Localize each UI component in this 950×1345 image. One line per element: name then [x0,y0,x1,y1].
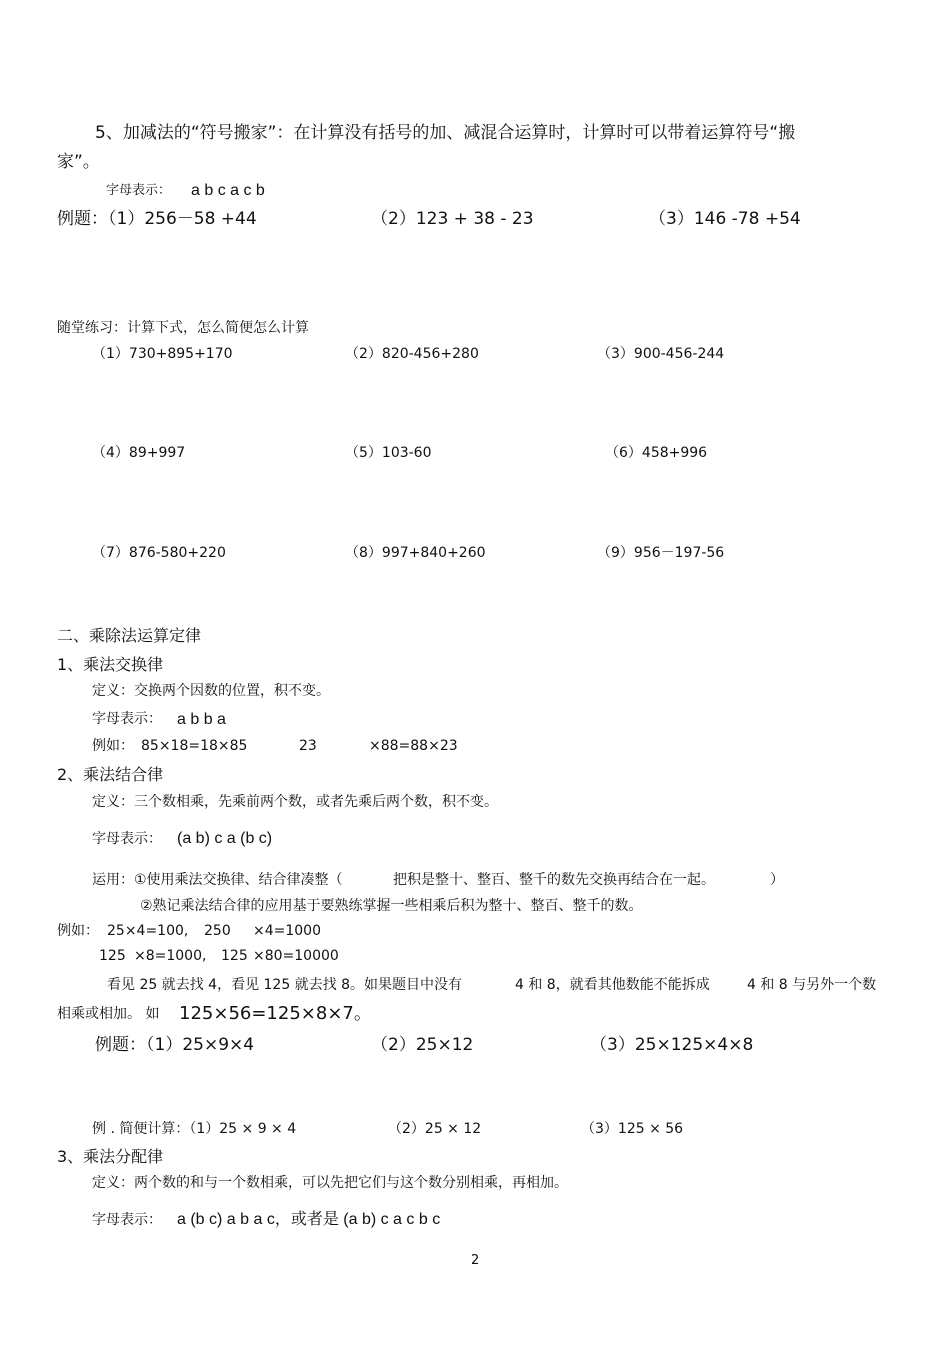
rule5-line1: 5、加减法的“符号搬家”：在计算没有括号的加、减混合运算时，计算时可以带着运算符号“搬 [95,123,796,143]
associative-heading: 2、乘法结合律 [57,765,164,784]
distributive-letter-label: 字母表示： [92,1212,162,1228]
associative-tip-1c: 4 和 8 与另外一个数 [747,977,877,993]
distributive-definition: 定义：两个数的和与一个数相乘，可以先把它们与这个数分别相乘，再相加。 [92,1175,568,1191]
associative-letter-formula: (a b) c a (b c) [177,830,273,847]
commutative-letter-formula: a b b a [177,711,226,728]
practice-item: （1）730+895+170 [92,346,233,362]
commutative-example-label: 例如： [92,738,134,754]
associative-fact: ×8=1000, [134,948,207,964]
practice-item: （4）89+997 [92,445,186,461]
practice-title: 随堂练习：计算下式，怎么简便怎么计算 [57,320,309,336]
associative-usage-1a: 运用：①使用乘法交换律、结合律凑整（ [92,872,343,888]
associative-usage-2: ②熟记乘法结合律的应用基于要熟练掌握一些相乘后积为整十、整百、整千的数。 [140,898,643,914]
page-number: 2 [471,1253,480,1268]
rule5-letter-label: 字母表示： [106,183,172,198]
associative-simple-3: （3）125 × 56 [581,1121,684,1137]
rule5-example-2: （2）123 + 38 - 23 [371,209,534,229]
commutative-example-a: 85×18=18×85 [141,738,248,754]
associative-fact: 250 [204,923,231,939]
rule5-example-3: （3）146 -78 +54 [649,209,801,229]
associative-facts-label: 例如： [57,923,99,939]
distributive-letter-formula: a (b c) a b a c，或者是 (a b) c a c b c [177,1211,441,1228]
commutative-example-c: ×88=88×23 [369,738,458,754]
associative-fact: 25×4=100, [107,923,189,939]
practice-item: （6）458+996 [605,445,708,461]
associative-simple-2: （2）25 × 12 [388,1121,482,1137]
associative-fact: 125 [221,948,248,964]
associative-example-1: 例题：（1）25×9×4 [95,1035,255,1055]
rule5-letter-formula: a b c a c b [191,182,265,199]
practice-item: （3）900-456-244 [597,346,725,362]
associative-tip-2b: 125×56=125×8×7。 [179,1003,372,1024]
associative-tip-1b: 4 和 8，就看其他数能不能拆成 [515,977,710,993]
associative-letter-label: 字母表示： [92,831,162,847]
rule5-example-1: 例题：（1）256－58 +44 [57,209,257,229]
associative-fact: ×80=10000 [253,948,339,964]
commutative-letter-label: 字母表示： [92,711,162,727]
associative-simple-1: 例 . 简便计算：（1）25 × 9 × 4 [92,1121,297,1137]
commutative-example-b: 23 [299,738,317,754]
associative-tip-2a: 相乘或相加。 如 [57,1006,160,1022]
practice-item: （2）820-456+280 [345,346,479,362]
distributive-heading: 3、乘法分配律 [57,1147,164,1166]
associative-usage-1b: 把积是整十、整百、整千的数先交换再结合在一起。 [393,872,715,888]
commutative-definition: 定义：交换两个因数的位置，积不变。 [92,683,330,699]
practice-item: （5）103-60 [345,445,432,461]
practice-item: （7）876-580+220 [92,545,226,561]
practice-item: （8）997+840+260 [345,545,486,561]
rule5-line2: 家”。 [57,152,100,172]
associative-fact: 125 [99,948,126,964]
commutative-heading: 1、乘法交换律 [57,655,164,674]
associative-usage-1c: ） [770,872,784,888]
associative-example-3: （3）25×125×4×8 [590,1035,754,1055]
associative-example-2: （2）25×12 [371,1035,474,1055]
associative-definition: 定义：三个数相乘，先乘前两个数，或者先乘后两个数，积不变。 [92,794,498,810]
associative-tip-1a: 看见 25 就去找 4，看见 125 就去找 8。如果题目中没有 [107,977,463,993]
associative-fact: ×4=1000 [253,923,321,939]
practice-item: （9）956－197-56 [597,545,725,561]
section2-title: 二、乘除法运算定律 [57,626,202,645]
